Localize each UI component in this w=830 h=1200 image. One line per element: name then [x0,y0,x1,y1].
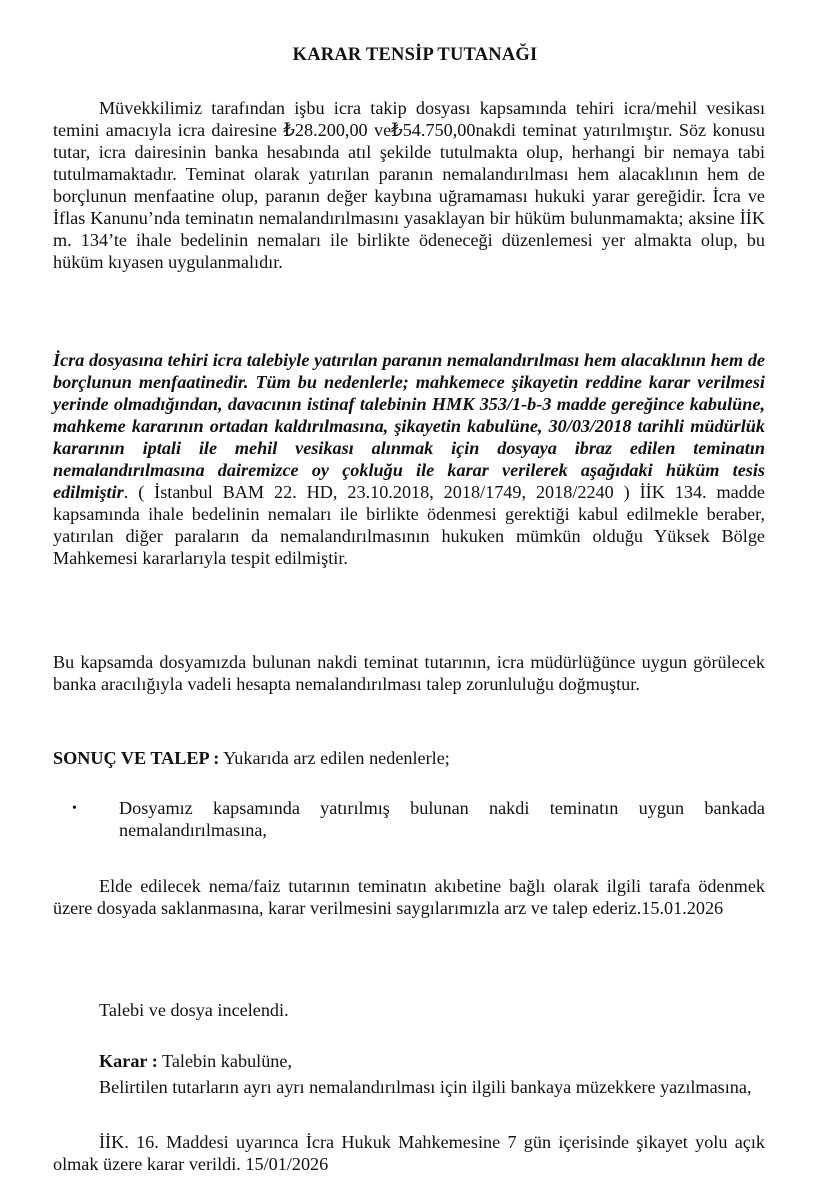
document-title: KARAR TENSİP TUTANAĞI [292,45,538,65]
decision-text: Talebin kabulüne, [161,1051,293,1071]
result-request-line [53,747,765,769]
result-request-label: SONUÇ VE TALEP : [53,748,220,768]
paragraph-scope: Bu kapsamda dosyamızda bulunan nakdi teminat tutarının, icra müdürlüğünce uygun görülecek banka aracılığıyla vadeli hesapta nemalandırılması talep zorunluluğu doğmuştur. [53,652,765,694]
decision-label: Karar : [99,1051,158,1071]
decision-item-1: Belirtilen tutarların ayrı ayrı nemalandırılması için ilgili bankaya müzekkere yazılmasına, [99,1077,752,1097]
precedent-citation: . ( İstanbul BAM 22. HD, 23.10.2018, 2018/1749, 2018/2240 ) İİK 134. madde kapsamında ihale bedelinin nemaları ile birlikte ödenmesi gerektiği kabul edilmekle beraber, yatırılan diğer paraların da nemalandırılmasının hukuken mümkün olduğu Yüksek Bölge Mahkemesi kararlarıyla tespit edilmiştir. [53,482,765,568]
paragraph-intro: Müvekkilimiz tarafından işbu icra takip dosyası kapsamında tehiri icra/mehil vesikası temini amacıyla icra dairesine ₺28.200,00 ve₺54.750,00nakdi teminat yatırılmıştır. Söz konusu tutar, icra dairesinin banka hesabında atıl şekilde tutulmakta olup, herhangi bir nemaya tabi tutulmamaktadır. Teminat olarak yatırılan paranın nemalandırılması hem alacaklının hem de borçlunun menfaatine olup, paranın değer kaybına uğramaması hukuki yarar gereğidir. İcra ve İflas Kanunu’nda teminatın nemalandırılmasını yasaklayan bir hüküm bulunmamakta; aksine İİK m. 134’te ihale bedelinin nemaları ile birlikte ödeneceği düzenlemesi yer almakta olup, bu hüküm kıyasen uygulanmalıdır. [53,98,765,272]
decision-line [99,1050,811,1072]
paragraph-precedent [53,349,765,569]
bullet-item: Dosyamız kapsamında yatırılmış bulunan nakdi teminatın uygun bankada nemalandırılmasına, [119,798,765,840]
paragraph-request: Elde edilecek nema/faiz tutarının teminatın akıbetine bağlı olarak ilgili tarafa ödenmek üzere dosyada saklanmasına, karar verilmesini saygılarımızla arz ve talep ederiz.15.01.2026 [53,876,765,918]
precedent-quote: İcra dosyasına tehiri icra talebiyle yatırılan paranın nemalandırılması hem alacaklının hem de borçlunun menfaatinedir. Tüm bu nedenlerle; mahkemece şikayetin reddine karar verilmesi yerinde olmadığından, davacının istinaf talebinin HMK 353/1-b-3 madde gereğince kabulüne, mahkeme kararının ortadan kaldırılmasına, şikayetin kabulüne, 30/03/2018 tarihli müdürlük kararının iptali ile mehil vesikası alınmak için dosyaya ibraz edilen teminatın nemalandırılmasına dairemizce oy çokluğu ile karar verilerek aşağıdaki hüküm tesis edilmiştir [53,350,765,502]
reviewed-line: Talebi ve dosya incelendi. [99,1000,289,1020]
decision-item-2: İİK. 16. Maddesi uyarınca İcra Hukuk Mahkemesine 7 gün içerisinde şikayet yolu açık olmak üzere karar verildi. 15/01/2026 [53,1132,765,1174]
bullet-icon: • [72,801,77,816]
result-request-text: Yukarıda arz edilen nedenlerle; [219,748,450,768]
